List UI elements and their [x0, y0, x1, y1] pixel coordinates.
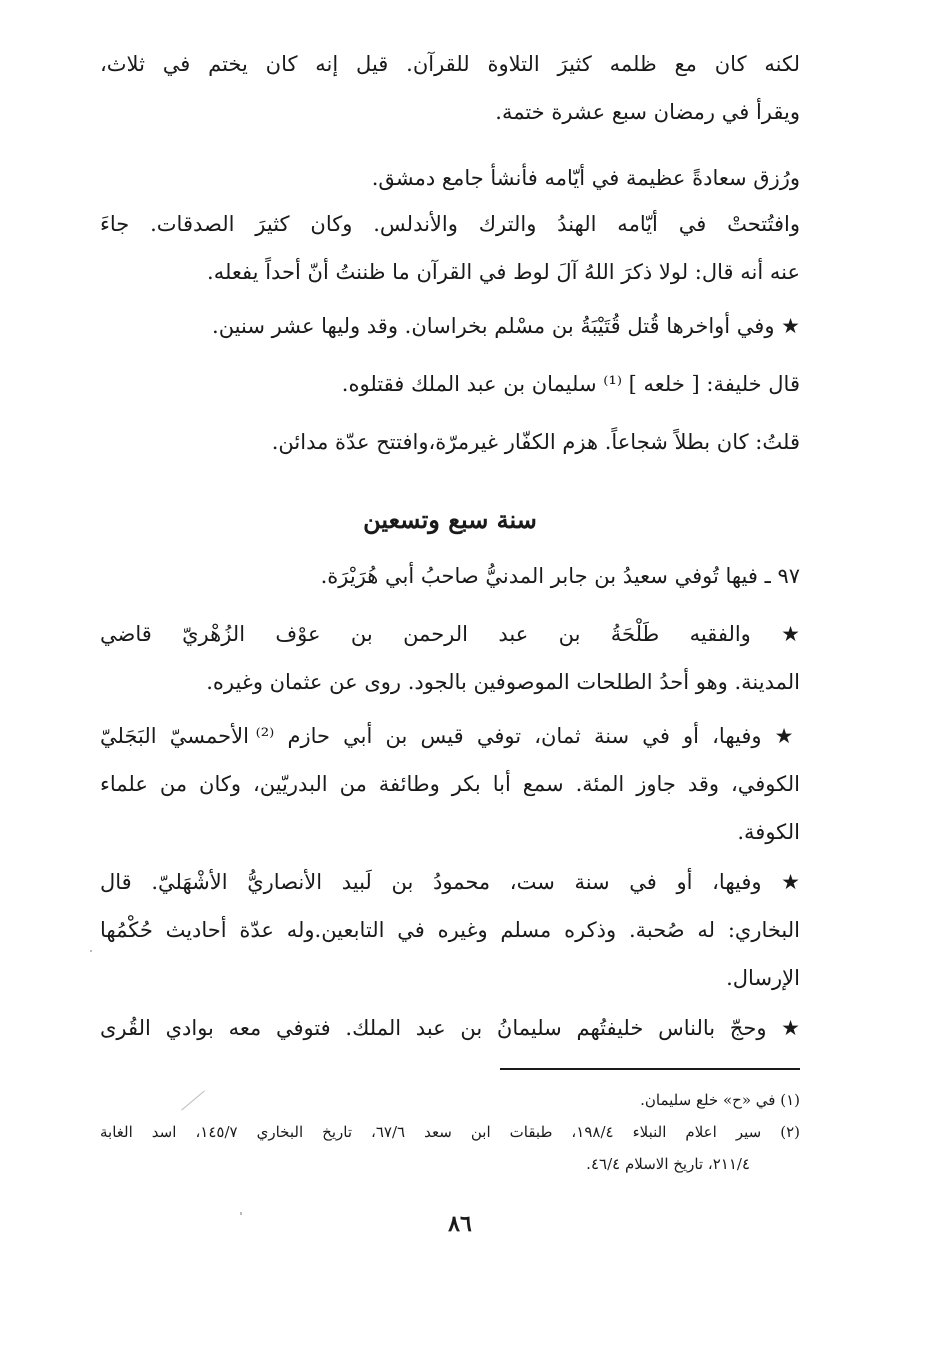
footnote-2-continued: ٢١١/٤، تاريخ الاسلام ٤٦/٤. — [586, 1155, 750, 1173]
text-line: قلتُ: كان بطلاً شجاعاً. هزم الكفّار غيرمرّة،وافتتح عدّة مدائن. — [271, 430, 800, 454]
text-line: ويقرأ في رمضان سبع عشرة ختمة. — [495, 100, 800, 124]
paragraph-4 — [100, 302, 800, 350]
text-line: ★ وحجّ بالناس خليفتُهم سليمانُ بن عبد الملك. فتوفي معه بوادي القُرى — [100, 1016, 800, 1040]
text-line: لكنه كان مع ظلمه كثيرَ التلاوة للقرآن. قيل إنه كان يختم في ثلاث، — [100, 52, 800, 76]
text-line: البخاري: له صُحبة. وذكره مسلم وغيره في التابعين.وله عدّة أحاديث حُكْمُها — [100, 918, 800, 942]
paragraph-9 — [100, 712, 800, 856]
page-number: ٨٦ — [448, 1211, 472, 1237]
footnotes — [100, 1084, 800, 1180]
text-line: ٩٧ ـ فيها تُوفي سعيدُ بن جابر المدنيُّ صاحبُ أبي هُرَيْرَة. — [320, 564, 800, 588]
paragraph-10 — [100, 858, 800, 1002]
footnote-1: (١) في «ح» خلع سليمان. — [640, 1091, 800, 1109]
text-line: المدينة. وهو أحدُ الطلحات الموصوفين بالجود. روى عن عثمان وغيره. — [206, 670, 800, 694]
text-line: وافتُتحتْ في أيّامه الهندُ والترك والأندلس. وكان كثيرَ الصدقات. جاءَ — [100, 212, 800, 236]
footnote-separator — [500, 1068, 800, 1070]
paragraph-8 — [100, 610, 800, 706]
paragraph-7 — [100, 552, 800, 600]
section-heading: سنة سبع وتسعين — [363, 505, 537, 534]
text-line: قال خليفة: [ خلعه ] ⁽¹⁾ سليمان بن عبد الملك فقتلوه. — [341, 372, 800, 396]
text-line: ورُزق سعادةً عظيمة في أيّامه فأنشأ جامع دمشق. — [371, 166, 800, 190]
text-line: ★ والفقيه طَلْحَةُ بن عبد الرحمن بن عوْف الزُهْريّ قاضي — [100, 622, 800, 646]
scan-speck — [90, 950, 92, 952]
paragraph-2 — [100, 154, 800, 202]
paragraph-6 — [100, 418, 800, 466]
text-line: عنه أنه قال: لولا ذكرَ اللهُ آلَ لوط في القرآن ما ظننتُ أنّ أحداً يفعله. — [207, 260, 800, 284]
paragraph-11 — [100, 1004, 800, 1052]
text-line: الكوفي، وقد جاوز المئة. سمع أبا بكر وطائفة من البدريّين، وكان من علماء — [100, 772, 800, 796]
text-line: ★ وفيها، أو في سنة ثمان، توفي قيس بن أبي حازم ⁽²⁾ الأحمسيّ البَجَليّ — [100, 724, 800, 748]
paragraph-3 — [100, 200, 800, 296]
text-line: ★ وفي أواخرها قُتل قُتَيْبَةُ بن مسْلم بخراسان. وقد وليها عشر سنين. — [212, 314, 800, 338]
scan-speck — [240, 1212, 242, 1215]
text-line: ★ وفيها، أو في سنة ست، محمودُ بن لَبيد الأنصاريُّ الأشْهَليّ. قال — [100, 870, 800, 894]
paragraph-5 — [100, 360, 800, 408]
text-line: الإرسال. — [726, 966, 800, 990]
footnote-2: (٢) سير اعلام النبلاء ١٩٨/٤، طبقات ابن سعد ٦٧/٦، تاريخ البخاري ١٤٥/٧، اسد الغابة — [100, 1123, 800, 1141]
paragraph-1 — [100, 40, 800, 136]
text-line: الكوفة. — [737, 820, 800, 844]
